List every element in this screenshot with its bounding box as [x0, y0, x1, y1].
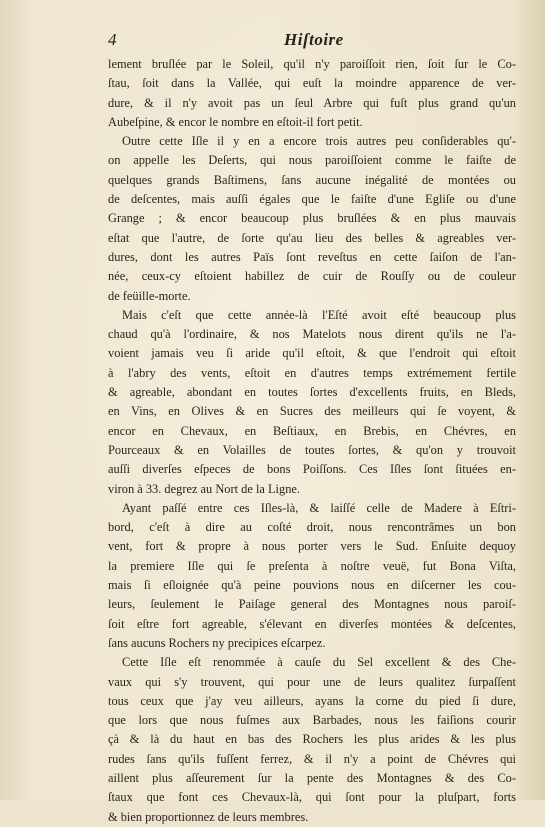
text-line: ſtau, ſoit dans la Vallée, qui euſt la moindre apparence de ver- [108, 76, 516, 91]
text-line: auſſi diverſes eſpeces de bons Poiſſons. Ces Iſles ſont ſituées en- [108, 462, 516, 477]
text-line: lement bruſlée par le Soleil, qu'il n'y paroiſſoit rien, ſoit ſur le Co- [108, 57, 516, 71]
text-line: née, ceux-cy eſtoient habillez de cuir de Rouſſy ou de couleur [108, 269, 516, 284]
text-line: bord, c'eſt à dire au coſté droit, nous rencontrâmes un bon [108, 520, 516, 535]
text-line: en Vins, en Olives & en Sucres des meilleurs qui ſe voyent, & [108, 404, 516, 419]
text-line: Pourceaux & en Volailles de toutes ſortes, & qu'on y trouvoit [108, 442, 516, 457]
text-line: à l'abry des vents, eſtoit en d'autres temps extrémement fertile [108, 365, 516, 380]
text-line: de feüille-morte. [108, 288, 191, 303]
text-line: Mais c'eſt que cette année-là l'Eſté avoit eſté beaucoup plus [122, 307, 516, 322]
text-line: Cette Iſle eſt renommée à cauſe du Sel excellent & des Che- [122, 655, 516, 670]
text-line: Aubeſpine, & encor le nombre en eſtoit-il fort petit. [108, 114, 363, 129]
page-header [108, 30, 508, 52]
text-line: encor en Chevaux, en Beſtiaux, en Brebis, en Chévres, en [108, 423, 516, 438]
text-line: & bien proportionnez de leurs membres. [108, 809, 309, 824]
text-line: rudes ſans qu'ils fuſſent ferrez, & il n'y a point de Chévres qui [108, 751, 516, 766]
text-line: ſoit eſtre fort agreable, s'élevant en diverſes montées & deſcentes, [108, 616, 516, 631]
text-line: quelques grands Baſtimens, ſans aucune inégalité de montées ou [108, 172, 516, 187]
text-line: voient jamais veu ſi aride qu'il eſtoit, & que l'endroit qui eſtoit [108, 346, 516, 361]
text-line: eſtat que l'autre, de ſorte qu'au lieu des belles & agreables ver- [108, 230, 516, 245]
text-line: ſans aucuns Rochers ny precipices eſcarpez. [108, 635, 326, 650]
text-line: on appelle les Deſerts, qui nous paroiſſoient comme le faiſte de [108, 153, 516, 168]
text-line: çà & là du haut en bas des Rochers les plus arides & les plus [108, 732, 516, 747]
text-line: que lors que nous fuſmes aux Barbades, nous les faiſions courir [108, 713, 516, 728]
running-title: Hiſtoire [284, 30, 344, 49]
text-line: viron à 33. degrez au Nort de la Ligne. [108, 481, 300, 496]
text-line: leurs, ſeulement le Paiſage general des Montagnes nous paroiſ- [108, 597, 516, 612]
text-line: ſtaux que font ces Chevaux-là, qui ſont pour la pluſpart, forts [108, 790, 516, 805]
page-number: 4 [108, 30, 117, 49]
text-line: de deſcentes, mais auſſi égales que le faiſte d'une Egliſe ou d'une [108, 192, 516, 207]
text-line: Outre cette Iſle il y en a encore trois autres peu conſiderables qu'- [122, 134, 516, 149]
text-line: mais ſi eſloignée qu'à peine pouvions nous en diſcerner les cou- [108, 578, 516, 593]
text-line: chaud qu'à l'ordinaire, & nos Matelots nous dirent qu'ils ne l'a- [108, 327, 516, 342]
text-line: vent, fort & propre à nous porter vers le Sud. Enſuite dequoy [108, 539, 516, 554]
text-line: & agreable, abondant en toutes ſortes d'excellents fruits, en Bleds, [108, 385, 516, 400]
text-line: Ayant paſſé entre ces Iſles-là, & laiſſé celle de Madere à Eſtri- [122, 500, 516, 515]
text-line: la premiere Iſle qui ſe preſenta à noſtre veuë, fut Bona Viſta, [108, 558, 516, 573]
body-text [108, 55, 516, 827]
text-line: dure, & il n'y avoit pas un ſeul Arbre qui fuſt plus grand qu'un [108, 95, 516, 110]
text-line: dures, dont les autres Païs ſont reveſtus en cette ſaiſon de l'an- [108, 249, 516, 264]
text-line: Grange ; & encor beaucoup plus bruſlées & en plus mauvais [108, 211, 516, 226]
text-line: tous ceux que j'ay veu ailleurs, ayans la corne du pied ſi dure, [108, 693, 516, 708]
text-line: aillent plus aſſeurement ſur la pente des Montagnes & des Co- [108, 770, 516, 785]
text-line: vaux qui s'y trouvent, qui pour une de leurs qualitez ſurpaſſent [108, 674, 516, 689]
